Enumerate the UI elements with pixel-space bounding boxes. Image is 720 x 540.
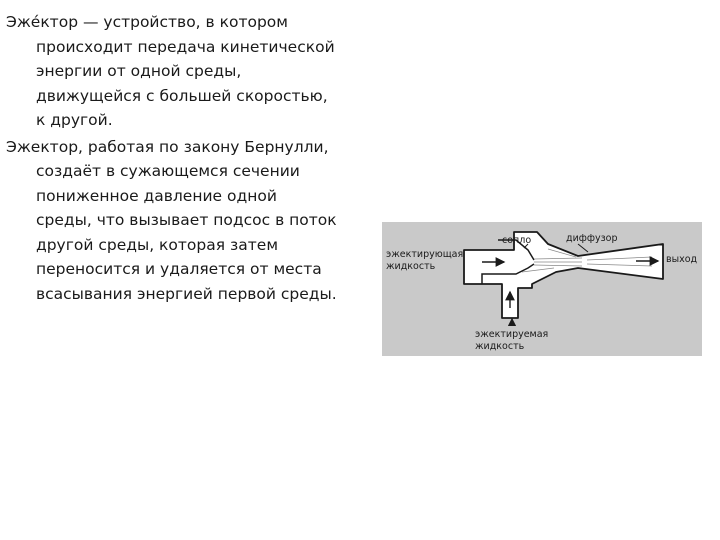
text-line: пониженное давление одной — [36, 186, 277, 205]
ejected-fluid-label-line2: жидкость — [475, 341, 525, 352]
text-line: Эжектор, работая по закону Бернулли, — [6, 137, 329, 156]
text-block — [6, 10, 366, 308]
ejector-body — [464, 232, 663, 318]
text-line: Эже́ктор — устройство, в котором — [6, 13, 288, 31]
outlet-label: выход — [666, 254, 698, 265]
text-line: переносится и удаляется от места — [36, 260, 322, 278]
text-line: энергии от одной среды, — [36, 62, 242, 80]
text-line: к другой. — [36, 111, 113, 129]
ejected-fluid-label-line1: эжектируемая — [475, 329, 549, 340]
diffuser-leader — [578, 244, 588, 252]
principle-paragraph — [6, 135, 366, 307]
ejector-diagram — [382, 222, 702, 356]
nozzle-label: сопло — [502, 235, 532, 246]
ejecting-fluid-label-line1: эжектирующая — [386, 249, 464, 260]
definition-paragraph — [6, 10, 366, 133]
ejecting-fluid-label-line2: жидкость — [386, 261, 436, 272]
text-line: движущейся с большей скоростью, — [36, 86, 328, 105]
text-line: создаёт в сужающемся сечении — [36, 162, 300, 180]
text-line: происходит передача кинетической — [36, 37, 335, 56]
text-line: другой среды, которая затем — [36, 235, 279, 254]
diffuser-label: диффузор — [566, 233, 618, 244]
text-line: среды, что вызывает подсос в поток — [36, 211, 337, 229]
text-line: всасывания энергией первой среды. — [36, 284, 337, 303]
